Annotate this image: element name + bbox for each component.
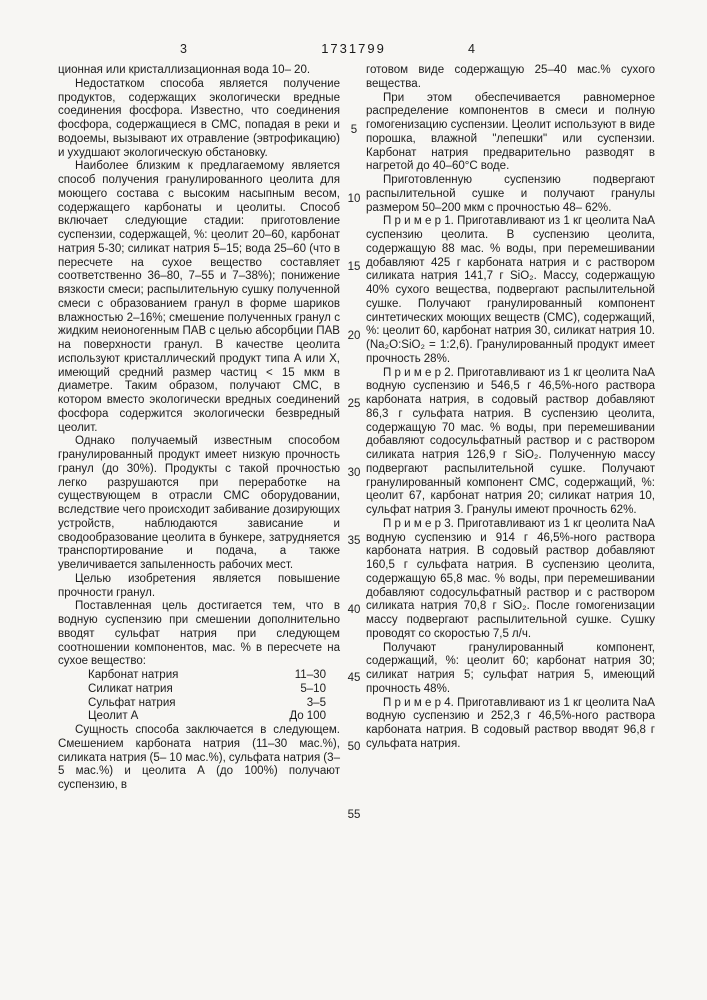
line-number: 25 [347,398,361,410]
component-value: 11–30 [294,669,326,681]
page-number-right: 4 [468,42,475,56]
line-number: 5 [350,124,358,136]
paragraph: Получают гранулированный компонент, содержащий, %: цеолит 60; карбонат натрия 30; силикат натрия 5; сульфат натрия 5, имеющий прочность 48%. [366,641,655,695]
paragraph: П р и м е р 1. Приготавливают из 1 кг цеолита NaA суспензию цеолита. В суспензию цеолита, содержащую 88 мас. % воды, при перемешивании добавляют 425 г карбоната натрия и с раствором силиката натрия 141,7 г SiO₂. Массу, содержащую 40% сухого вещества, подвергают распылительной сушке. Получают гранулированный компонент синтетических моющих веществ (СМС), содержащий, %: цеолит 60, карбонат натрия 30, силикат натрия 10. (Na₂O:SiO₂ = 1:2,6). Гранулированный продукт имеет прочность 28%. [366,215,655,365]
component-name: Цеолит А [88,710,139,723]
component-name: Силикат натрия [88,682,173,695]
component-row [88,710,326,724]
paragraph: готовом виде содержащую 25–40 мас.% сухого вещества. [366,64,655,90]
right-column [366,64,655,752]
component-row [88,669,326,683]
line-number: 10 [347,192,361,205]
line-number: 40 [347,603,361,616]
paragraph: При этом обеспечивается равномерное распределение компонентов в смеси и полную гомогенизацию суспензии. Цеолит используют в виде порошка, влажной "лепешки" или суспензии. Карбонат натрия предварительно разводят в нагретой до 40–60°С воде. [366,91,655,173]
paragraph: Наиболее близким к предлагаемому является способ получения гранулированного цеолита для моющего состава с высоким насыпным весом, содержащего карбонаты и цеолиты. Способ включает следующие стадии: приготовление суспензии, содержащей, %: цеолит 20–60, карбонат натрия 5-30; силикат натрия 5–15; вода 25–60 (что в пересчете на сухое вещество составляет соответственно 36–80, 7–55 и 7–38%); понижение вязкости смеси; распылительную сушку полученной смеси с образованием гранул в форме шариков влажностью 2–16%; смешение полученных гранул с жидким неионогенным ПАВ с целью абсорбции ПАВ на поверхности гранул. В качестве цеолита используют кристаллический продукт типа А или X, имеющий средний размер частиц < 15 мкм в диаметре. Таким образом, получают СМС, в котором вместо экологически вредных соединений фосфора содержится экологически безвредный цеолит. [58,160,340,434]
components-table [88,669,326,724]
paragraph: П р и м е р 3. Приготавливают из 1 кг цеолита NaA водную суспензию и 914 г 46,5%-ного раствора карбоната натрия. В содовый раствор добавляют 160,5 г сульфата натрия. В суспензию цеолита, содержащую 65,8 мас. % воды, при перемешивании добавляют содосульфатный раствор и с раствором силиката натрия 70,8 г SiO₂. После гомогенизации массу подвергают распылительной сушке. Сушку проводят со скоростью 7,5 л/ч. [366,517,655,640]
paragraph: Поставленная цель достигается тем, что в водную суспензию при смешении дополнительно вводят сульфат натрия при следующем соотношении компонентов, мас. % в пересчете на сухое вещество: [58,600,340,668]
paragraph: Однако получаемый известным способом гранулированный продукт имеет низкую прочность гранул (до 30%). Продукты с такой прочностью легко разрушаются при переработке на существующем в отрасли СМС оборудовании, вследствие чего происходит забивание дозирующих устройств, наблюдаются зависание и сводообразование цеолита в бункере, затрудняется транспортирование и подача, а также увеличивается запыленность рабочих мест. [58,435,340,571]
line-number: 15 [347,261,361,273]
line-number: 35 [347,535,361,547]
patent-number: 1731799 [321,41,386,56]
component-name: Карбонат натрия [88,669,179,681]
component-name: Сульфат натрия [88,696,176,709]
line-number: 45 [347,672,361,684]
paragraph: Недостатком способа является получение продуктов, содержащих экологически вредные соединения фосфора. Известно, что соединения фосфора, содержащиеся в СМС, попадая в реки и водоемы, вызывают их отравление (эвтрофикацию) и ухудшают экологическую обстановку. [58,77,340,159]
component-row [88,697,326,711]
line-number: 55 [347,809,361,821]
paragraph: Приготовленную суспензию подвергают распылительной сушке и получают гранулы размером 50–200 мкм с прочностью 48– 62%. [366,174,655,214]
line-number: 20 [347,329,361,342]
paragraph: П р и м е р 4. Приготавливают из 1 кг цеолита NaA водную суспензию и 252,3 г 46,5%-ного раствора карбоната натрия. В содовый раствор вводят 96,8 г сульфата натрия. [366,696,655,750]
component-value: 3–5 [306,696,326,709]
paragraph: ционная или кристаллизационная вода 10– 20. [58,64,311,76]
line-number: 30 [347,466,361,479]
paragraph: П р и м е р 2. Приготавливают из 1 кг цеолита NaA водную суспензию и 546,5 г 46,5%-ного раствора карбоната натрия, в содовый раствор добавляют 86,3 г сульфата натрия. В суспензию цеолита, содержащую 70 мас. % воды, при перемешивании добавляют содосульфатный раствор и с раствором силиката натрия 126,9 г SiO₂. Полученную массу подвергают распылительной сушке. Получают гранулированный компонент СМС, содержащий, %: цеолит 67, карбонат натрия 20; силикат натрия 10, сульфат натрия 3. Гранулы имеют прочность 62%. [366,366,655,516]
component-value: 5–10 [300,682,326,695]
component-row [88,683,326,697]
left-column [58,64,340,793]
component-value: До 100 [289,710,326,723]
line-number: 50 [347,740,361,753]
paragraph: Целью изобретения является повышение прочности гранул. [58,572,340,599]
page-number-left: 3 [180,42,187,56]
paragraph: Сущность способа заключается в следующем. Смешением карбоната натрия (11–30 мас.%), силиката натрия (5– 10 мас.%), сульфата натрия (3–5 мас.%) и цеолита А (до 100%) получают суспензию, в [58,724,340,791]
line-number-gutter [343,0,365,1000]
